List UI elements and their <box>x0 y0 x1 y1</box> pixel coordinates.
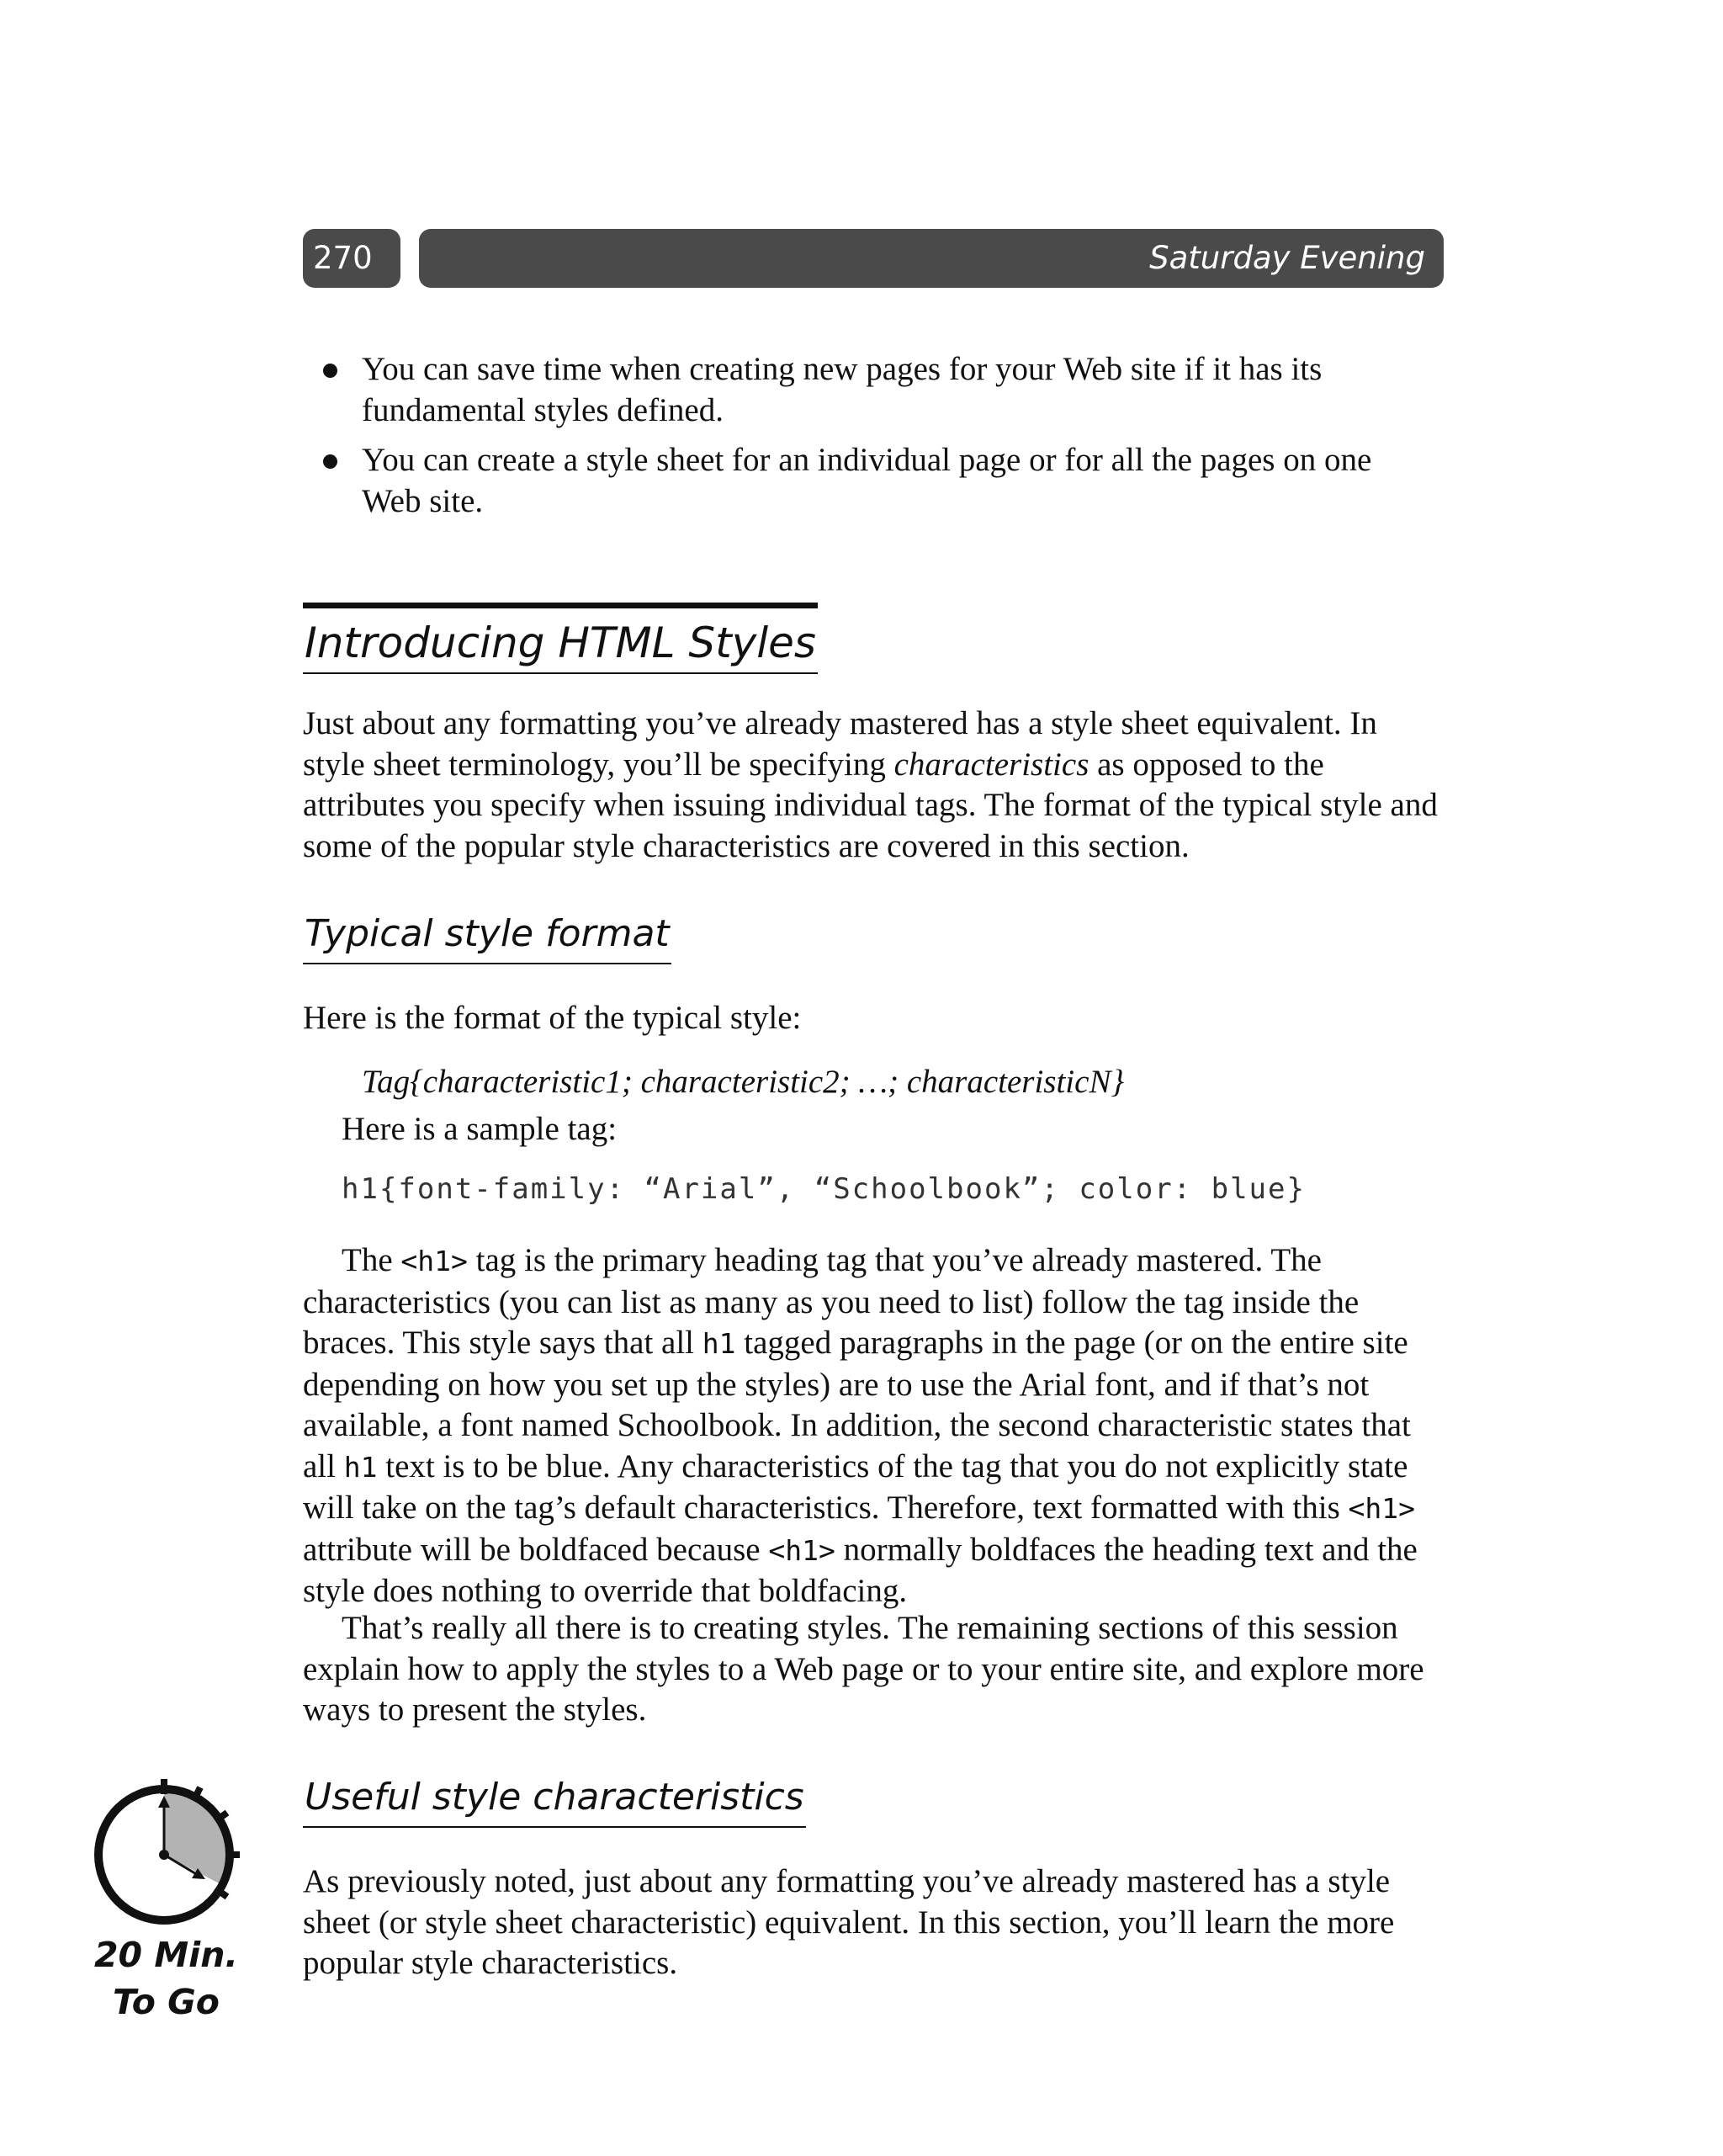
h1-explanation-paragraph <box>303 1240 1447 1612</box>
list-item <box>320 349 1430 431</box>
format-characteristics: {characteristic1; characteristic2; …; characteristicN} <box>410 1064 1125 1100</box>
intro-paragraph <box>303 704 1447 867</box>
clock-timer-icon <box>93 1777 244 1929</box>
list-item <box>320 440 1430 522</box>
bullet-list <box>320 349 1430 531</box>
format-lead: Here is the format of the typical style: <box>303 1000 802 1036</box>
text: tag is the primary heading tag that you’ve already mastered. The characteristics (you can list as many as you need to list) follow the tag inside the braces. This style says that all <box>303 1242 1360 1361</box>
bullet-icon <box>323 364 337 378</box>
subheading-typical-format: Typical style format <box>303 911 671 964</box>
text: tagged paragraphs in the page (or on the entire site depending on how you set up the styles) are to use the Arial font, and if that’s not available, a font named Schoolbook. In addition, the second characteristic states that all <box>303 1325 1411 1484</box>
list-item-text: You can save time when creating new pages for your Web site if it has its fundamental styles defined. <box>362 351 1323 428</box>
text: attribute will be boldfaced because <box>303 1531 769 1568</box>
time-remaining-caption: To Go <box>113 1982 220 2022</box>
intro-text: Just about any formatting you’ve already mastered has a style sheet equivalent. In style sheet terminology, you’ll be specifying <box>303 705 1377 783</box>
bullet-icon <box>323 454 337 469</box>
text: The <box>342 1242 401 1278</box>
format-syntax <box>362 1062 1506 1103</box>
useful-paragraph: As previously noted, just about any formatting you’ve already mastered has a style sheet (or style sheet characteristic) equivalent. In this section, you’ll learn the more popular style characteristics. <box>303 1863 1395 1981</box>
intro-text: as opposed to the attributes you specify when issuing individual tags. The format of the typical style and some of the popular style characteristics are covered in this section. <box>303 746 1438 864</box>
creating-styles-paragraph: That’s really all there is to creating styles. The remaining sections of this session explain how to apply the styles to a Web page or to your entire site, and explore more ways to present the styles. <box>303 1610 1424 1728</box>
format-tag: Tag <box>362 1064 411 1100</box>
inline-code: <h1> <box>400 1245 468 1277</box>
subheading-useful-characteristics: Useful style characteristics <box>303 1774 806 1828</box>
sample-code: h1{font-family: “Arial”, “Schoolbook”; color: blue} <box>342 1172 1306 1206</box>
intro-emphasis: characteristics <box>893 746 1089 783</box>
section-heading-introducing: Introducing HTML Styles <box>303 603 818 674</box>
inline-code: h1 <box>702 1327 736 1360</box>
running-header: Saturday Evening <box>419 229 1444 288</box>
time-remaining-label <box>84 1931 248 2026</box>
time-remaining-minutes: 20 Min. <box>94 1935 238 1975</box>
page-number: 270 <box>303 229 400 288</box>
inline-code: <h1> <box>768 1533 835 1567</box>
list-item-text: You can create a style sheet for an individual page or for all the pages on one Web site. <box>362 442 1372 519</box>
sample-lead: Here is a sample tag: <box>342 1111 618 1147</box>
inline-code: h1 <box>343 1450 378 1484</box>
inline-code: <h1> <box>1348 1492 1415 1525</box>
text: normally boldfaces the heading text and the style does nothing to override that boldfacing. <box>303 1531 1418 1609</box>
text: text is to be blue. Any characteristics of the tag that you do not explicitly state will take on the tag’s default characteristics. Therefore, text formatted with this <box>303 1447 1408 1526</box>
